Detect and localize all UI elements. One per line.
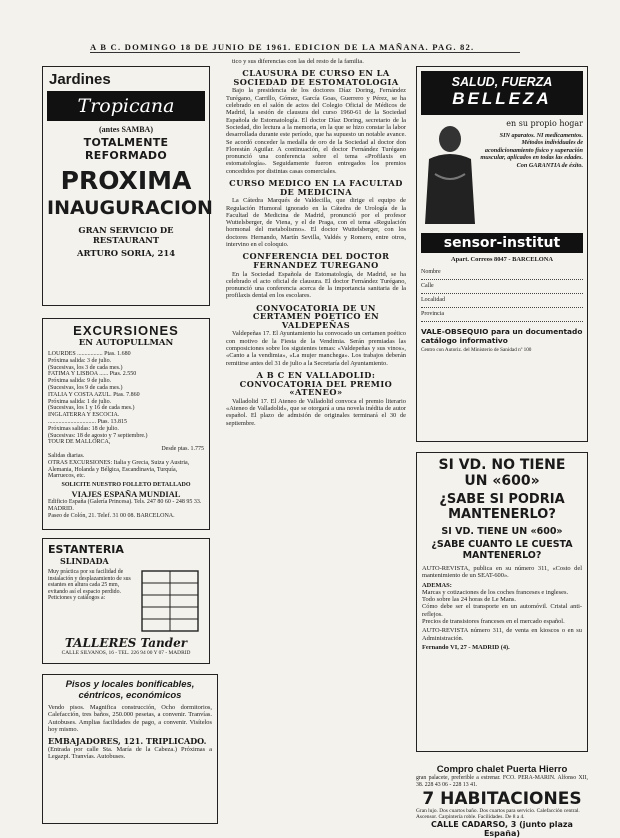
news-column bbox=[226, 58, 406, 828]
estanteria-title: ESTANTERIA bbox=[48, 543, 124, 556]
pisos-title: Pisos y locales bonificables, céntricos, económicos bbox=[65, 679, 195, 701]
embajadores-title: EMBAJADORES, 121. TRIPLICADO. bbox=[48, 736, 207, 747]
excursiones-line: TOUR DE MALLORCA, bbox=[48, 439, 111, 446]
salud-banner bbox=[421, 71, 583, 115]
sivd-line4: SI VD. TIENE UN «600» bbox=[441, 526, 563, 537]
sivd-line1: SI VD. NO TIENE bbox=[438, 457, 566, 473]
excursiones-line: Próxima salida: 9 de julio. bbox=[48, 378, 112, 385]
form-label: Calle bbox=[421, 283, 434, 290]
excursiones-subtitle: EN AUTOPULLMAN bbox=[78, 338, 174, 348]
habitaciones-title: 7 HABITACIONES bbox=[422, 789, 582, 809]
autorevista-ad bbox=[416, 452, 588, 752]
chalet-ad bbox=[416, 764, 588, 788]
form-label: Provincia bbox=[421, 311, 444, 318]
sensor-institut-logo: sensor-institut bbox=[421, 233, 583, 253]
excursiones-line: Salidas diarias. bbox=[48, 452, 85, 459]
estanteria-ad bbox=[42, 538, 210, 664]
section-title: CLAUSURA DE CURSO EN LA SOCIEDAD DE ESTOMATOLOGIA bbox=[233, 68, 399, 87]
section-title: CONVOCATORIA DE UN CERTAMEN POETICO EN VALDEPEÑAS bbox=[252, 302, 380, 330]
excursiones-line: Desde ptas. 1.775 bbox=[161, 446, 204, 453]
shelf-illustration bbox=[138, 569, 204, 633]
section-body: En la Sociedad Española de Estomatología, de Madrid, se ha celebrado el acto oficial de clausura. El doctor Fernández Turégano, pronunció una conferencia acerca de la importancia sanitaria de la profilaxis dental en los escolares. bbox=[226, 270, 406, 300]
pisos-body: Vendo pisos. Magnifica construcción, Ocho dormitorios, Calefacción, tres baños, 250.000 pesetas, a convenir. Tranvías. Autobuses. Amplias facilidades de pago, a convenir. Visítelos hoy mismo. bbox=[48, 704, 212, 733]
section-title: A B C EN VALLADOLID: CONVOCATORIA DEL PREMIO «ATENEO» bbox=[239, 369, 393, 398]
section-title: CONFERENCIA DEL DOCTOR FERNANDEZ TUREGANO bbox=[242, 251, 390, 270]
excursiones-line: VIAJES ESPAÑA MUNDIAL bbox=[71, 488, 181, 499]
excursiones-line: Próxima salida: 1 de julio. bbox=[48, 398, 112, 405]
salud-bullets: SIN aparatos. NI medicamentos. Métodos individuales de acondicionamiento físico y superación muscular, aplicados en todas las edades. Con GARANTIA de éxito. bbox=[480, 132, 583, 169]
chalet-title: Compro chalet Puerta Hierro bbox=[436, 764, 568, 775]
section-body: Valladolid 17. El Ateneo de Valladolid convoca el premio literario «Ateneo de Valladolid», que se otorgará a una novela inédita de autor español. El plazo de admisión de originales terminará el 30 de septiembre. bbox=[226, 397, 406, 427]
excursiones-title: EXCURSIONES bbox=[73, 323, 179, 338]
excursiones-line: FATIMA Y LISBOA ...... Ptas. 2.550 bbox=[48, 371, 137, 378]
sivd-body: Cómo debe ser el transporte en un automóvil. Cristal anti-reflejos. bbox=[422, 603, 582, 618]
sivd-line5: ¿SABE CUANTO LE CUESTA MANTENERLO? bbox=[431, 539, 573, 561]
jardines-address: ARTURO SORIA, 214 bbox=[76, 248, 176, 259]
salud-tagline: en su propio hogar bbox=[506, 119, 583, 128]
excursiones-line: (Sucesivas, los 9 de cada mes.) bbox=[48, 384, 123, 391]
page-header: A B C. DOMINGO 18 DE JUNIO DE 1961. EDICION DE LA MAÑANA. PAG. 82. bbox=[90, 42, 520, 53]
sivd-body: ADEMAS: bbox=[422, 581, 452, 589]
excursiones-line: (Sucesivas, los 3 de cada mes.) bbox=[48, 364, 123, 371]
estanteria-body: Muy práctica por su facilidad de instalación y desplazamiento de sus estantes en altura cada 25 mm, evitando así el espacio perdido. Peticiones y catálogos a: bbox=[48, 569, 131, 602]
tander-logo: TALLERES Tander bbox=[64, 636, 188, 650]
habitaciones-body: Gran lujo. Dos cuartos baño. Dos cuartos para servicio. Calefacción central. Ascensor. Carpintería roble. Facilidades. De 8 a 4. bbox=[416, 808, 580, 820]
salud-title: SALUD, FUERZA bbox=[451, 75, 553, 89]
embajadores-body: (Entrada por calle Sta. María de la Cabeza.) Próximas a Legazpi. Tranvías. Autobuses. bbox=[48, 746, 212, 761]
jardines-reformado: TOTALMENTE REFORMADO bbox=[83, 136, 169, 163]
excursiones-line: ITALIA Y COSTA AZUL. Ptas. 7.860 bbox=[48, 391, 140, 398]
salud-ad bbox=[416, 66, 588, 442]
chalet-body: gran palacete, preferible a estrenar. FCO. PERA-MARIN. Alfonso XII, 38. 228 43 06 - 228 13 41. bbox=[416, 775, 588, 788]
jardines-ad bbox=[42, 66, 213, 306]
pisos-ad bbox=[42, 674, 218, 824]
excursiones-line: INGLATERRA Y ESCOCIA. bbox=[48, 412, 120, 419]
excursiones-line: Paseo de Colón, 21. Telef. 31 00 08. BARCELONA. bbox=[48, 512, 175, 519]
excursiones-line: (Sucesivas: 18 de agosto y 7 septiembre.) bbox=[48, 432, 148, 439]
excursiones-ad bbox=[42, 318, 210, 530]
jardines-inauguracion: INAUGURACION bbox=[47, 197, 213, 220]
tropicana-logo: Tropicana bbox=[47, 91, 205, 121]
form-label: Localidad bbox=[421, 297, 445, 304]
sivd-body: AUTO-REVISTA, publica en su número 311, «Costo del mantenimiento de un SEAT-600». bbox=[422, 565, 582, 580]
sivd-footer: Fernando VI, 27 - MADRID (4). bbox=[422, 643, 510, 651]
sivd-body: Marcas y cotizaciones de los coches franceses e ingleses. bbox=[422, 588, 569, 596]
athlete-illustration bbox=[421, 119, 479, 229]
habitaciones-ad bbox=[416, 789, 588, 838]
excursiones-line: SOLICITE NUESTRO FOLLETO DETALLADO bbox=[61, 482, 191, 489]
form-field-calle[interactable] bbox=[421, 280, 583, 294]
jardines-servicio: GRAN SERVICIO DE RESTAURANT bbox=[78, 225, 174, 246]
excursiones-line: Próximas salidas: 18 de julio. bbox=[48, 425, 119, 432]
excursiones-line: LOURDES ................. Ptas. 1.680 bbox=[48, 351, 131, 357]
form-field-localidad[interactable] bbox=[421, 294, 583, 308]
salud-vale: VALE-OBSEQUIO para un documentado catálogo informativo bbox=[421, 327, 583, 346]
salud-apartado: Apart. Correos 8047 - BARCELONA bbox=[451, 256, 553, 263]
excursiones-line: (Sucesivas, los 1 y 16 de cada mes.) bbox=[48, 405, 135, 412]
sivd-body: Precios de transistores franceses en el mercado español. bbox=[422, 618, 565, 626]
excursiones-line: OTRAS EXCURSIONES: Italia y Grecia, Suiza y Austria, Alemania, Holanda y Bélgica, Escandinavia, Turquía, Marruecos, etc. bbox=[48, 459, 190, 480]
sivd-line2: UN «600» bbox=[464, 473, 540, 489]
sivd-line3: ¿SABE SI PODRIA MANTENERLO? bbox=[439, 492, 565, 522]
section-body: Bajo la presidencia de los doctores Díaz Doring, Fernández Turégano, Carrillo, Gómez, García Goas, Guerrero y Pérez, se ha celebrado en el salón de actos del Colegio Oficial de Médicos de Madrid, la sesión de clausura del curso 1960-61 de la Sociedad Española de Estomatología. El doctor Díaz Doring, secretario de la Sociedad, dio lectura a la memoria, en la que se hizo constar la labor desarrollada durante este período, que ha supuesto un notable avance. Se acordó conceder la medalla de oro de la Sociedad al doctor don Florestán Aguilar. A continuación, el doctor Fernández Turégano pronunció una conferencia sobre el tema «Profilaxis en estomatología». Seguidamente fueron entregados los premios concedidos por distintas casas comerciales. bbox=[226, 87, 406, 175]
form-field-nombre[interactable] bbox=[421, 266, 583, 280]
excursiones-list bbox=[48, 351, 204, 519]
form-label: Nombre bbox=[421, 269, 441, 276]
salud-centro: Centro con Autoriz. del Ministerio de Sanidad nº 100 bbox=[421, 347, 532, 354]
belleza-title: BELLEZA bbox=[452, 89, 552, 108]
section-title: CURSO MEDICO EN LA FACULTAD DE MEDICINA bbox=[229, 178, 403, 197]
sivd-body: AUTO-REVISTA número 311, de venta en kioscos o en su Administración. bbox=[422, 627, 582, 642]
excursiones-line: Edificio España (Galería Princesa). Tels. 247 80 60 - 248 95 33. MADRID. bbox=[48, 498, 202, 512]
jardines-proxima: PROXIMA bbox=[60, 166, 192, 196]
form-field-provincia[interactable] bbox=[421, 308, 583, 322]
habitaciones-address: CALLE CADARSO, 3 (junto plaza España) bbox=[431, 820, 573, 838]
excursiones-line: ................................ Ptas. 13.815 bbox=[48, 418, 128, 425]
estanteria-address: CALLE SILVANOS, 16 - TEL. 226 94 00 Y 07 - MADRID bbox=[61, 650, 191, 656]
sivd-body: Todo sobre las 24 horas de Le Mans. bbox=[422, 596, 516, 604]
section-body: Valdepeñas 17. El Ayuntamiento ha convocado un certamen poético con motivo de la Fiesta de la Vendimia. Serán premiadas las composiciones sobre los siguientes temas: «Valdepeñas y sus vinos», «Canto a la vendimia», «La mujer manchega». Los trabajos deberán remitirse antes del 31 de julio a la Secretaría del Ayuntamiento. bbox=[226, 330, 406, 367]
column-lead: tico y sus diferencias con las del resto de la familia. bbox=[232, 58, 364, 65]
estanteria-subtitle: SLINDADA bbox=[60, 556, 109, 566]
jardines-title: Jardines bbox=[49, 71, 111, 88]
section-body: La Cátedra Marqués de Valdecilla, que dirige el equipo de Regulación Humoral ignorado en la Cátedra de Urología de la Facultad de Medicina de Madrid, pronunció por el profesor Wuttelsberger, de Viena, y el de Praga, con el tema «Regulación hormonal del metabolismo». El doctor Wuttelsberger, con los doctores Hernando, Martín Sevilla, Valdés y Romero, entre otros, intervino en el coloquio. bbox=[226, 197, 406, 249]
salud-form bbox=[421, 266, 583, 322]
jardines-subtitle: (antes SAMBA) bbox=[99, 125, 153, 134]
excursiones-line: Próxima salida: 3 de julio. bbox=[48, 357, 112, 364]
